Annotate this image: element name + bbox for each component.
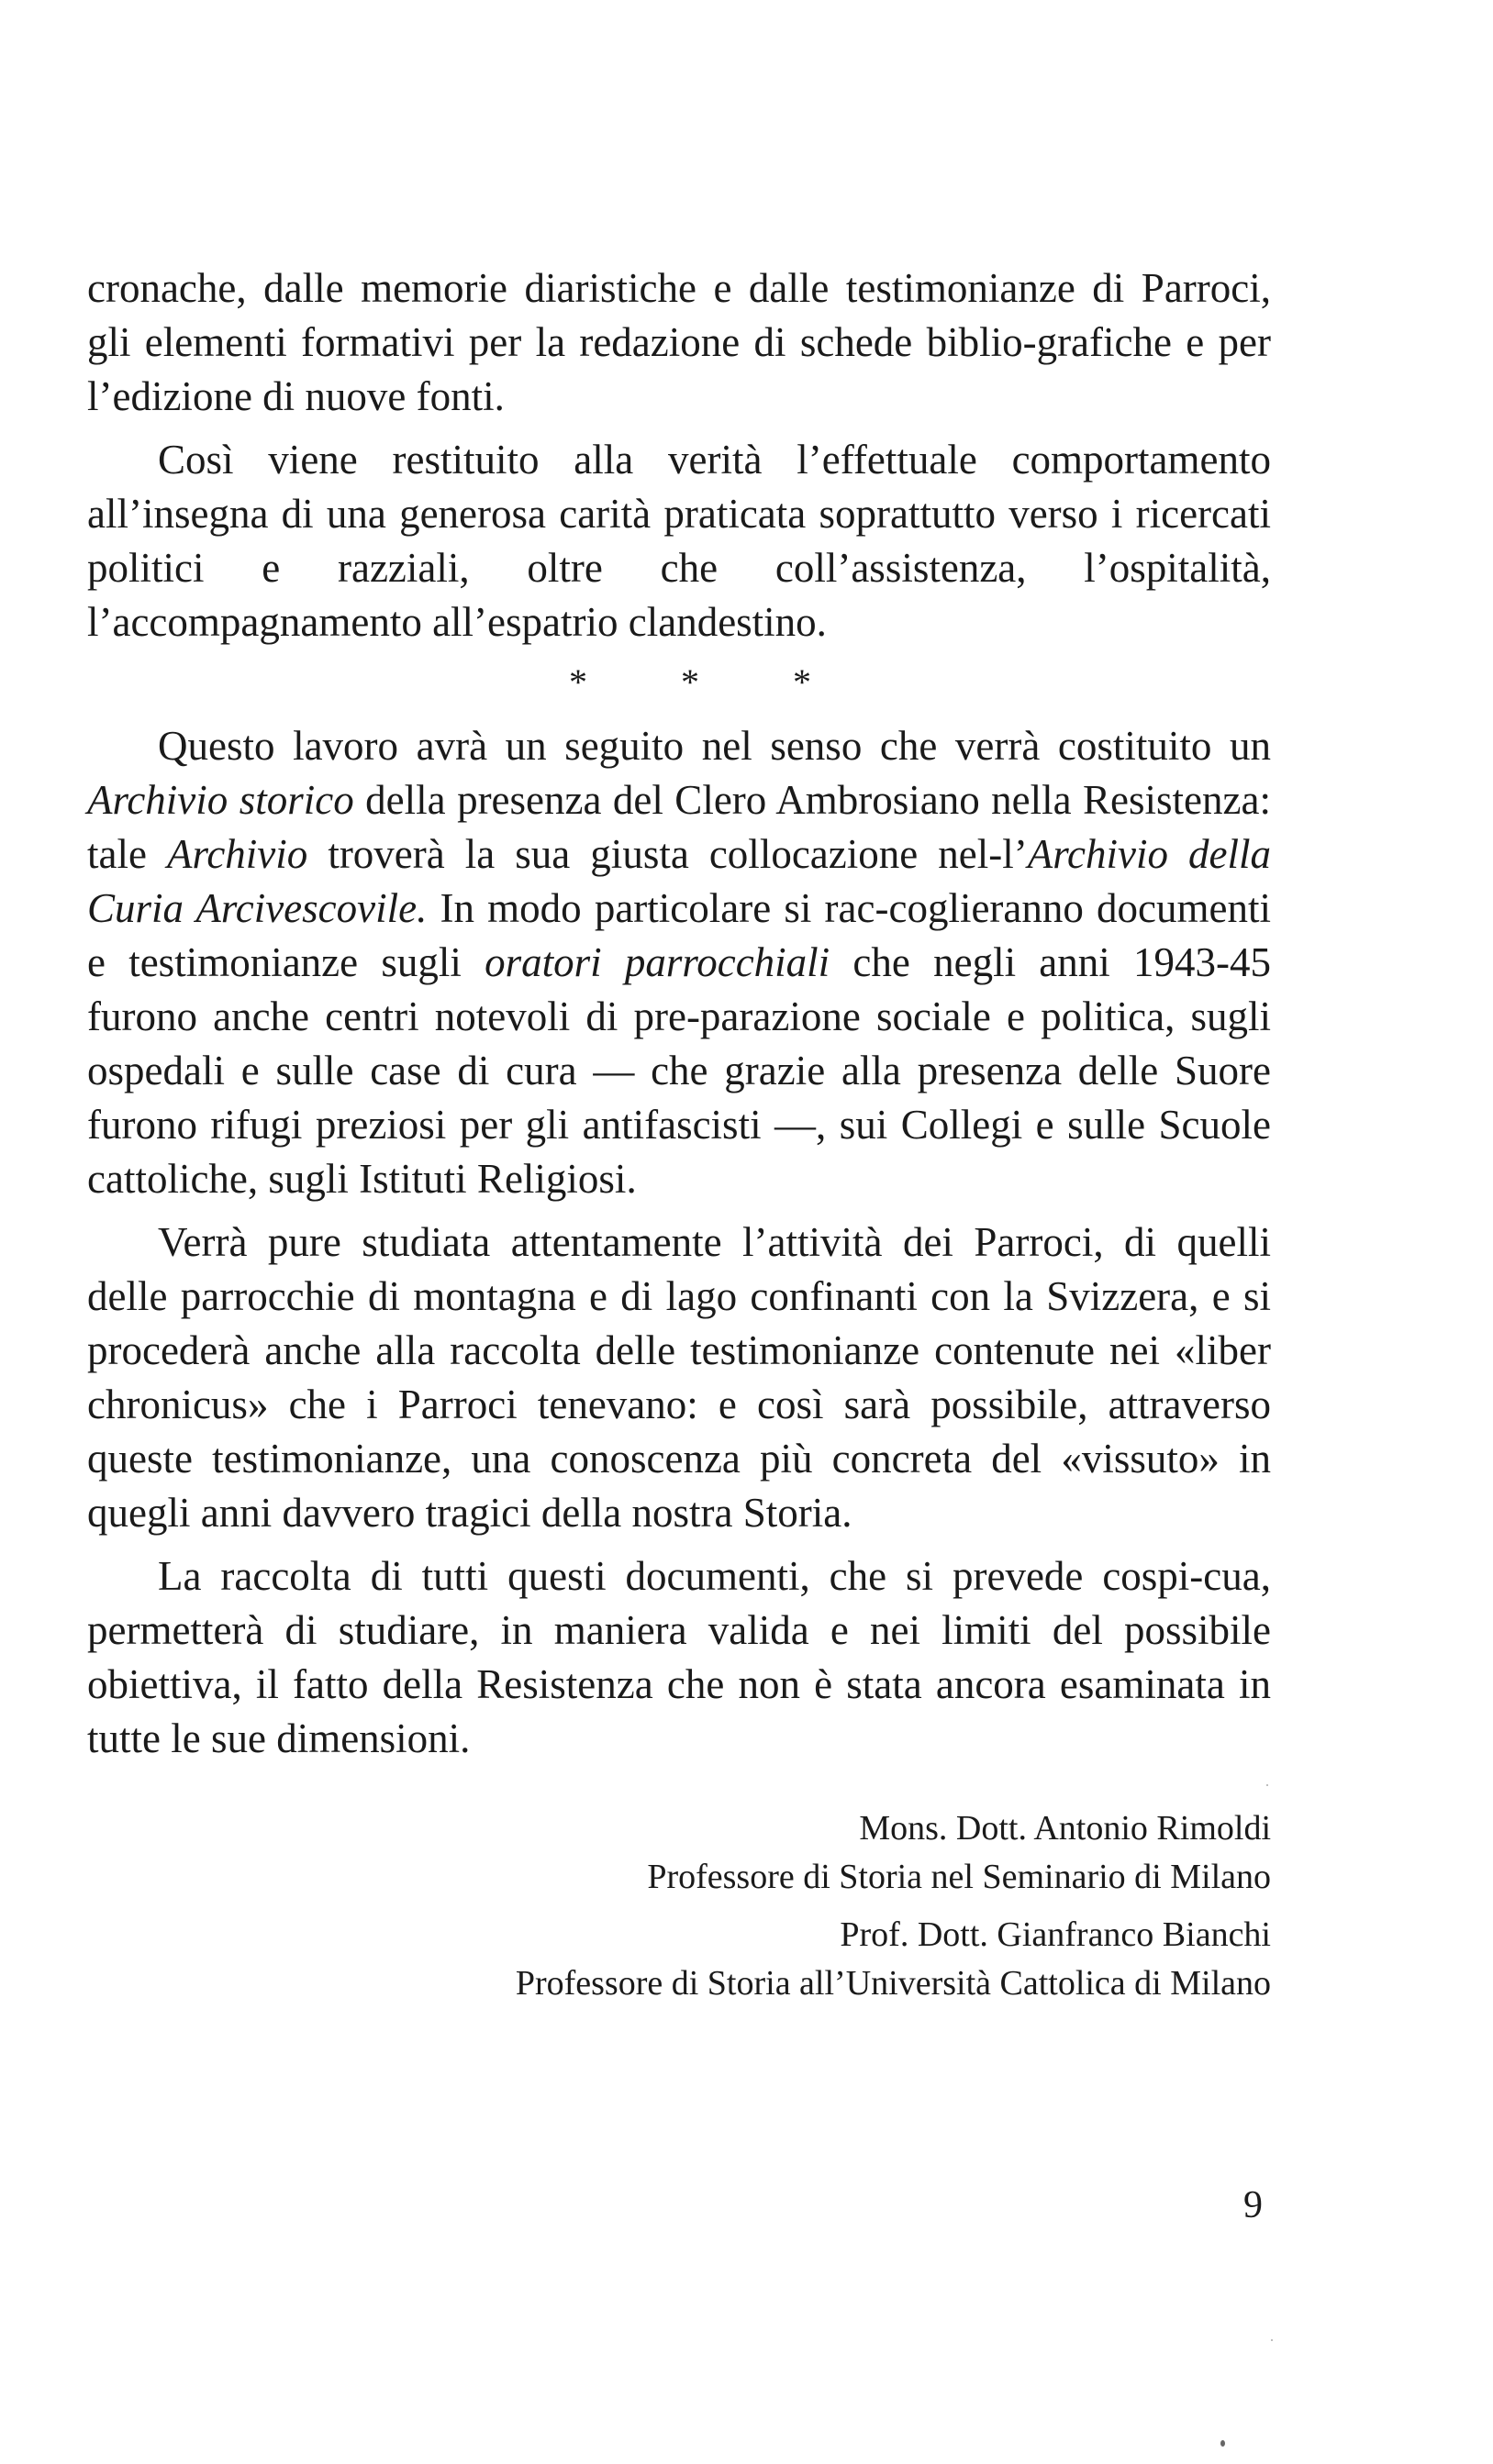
paragraph-3-text-5: che negli anni 1943-45 furono anche centri notevoli di pre-parazione sociale e politica, sugli ospedali e sulle case di cura — che grazie alla presenza delle Suore furono rifugi preziosi per gli antifascisti —, sui Collegi e sulle Scuole cattoliche, sugli Istituti Religiosi. xyxy=(87,939,1271,1202)
paragraph-3-text-4: In modo particolare si rac-coglieranno documenti e testimonianze sugli xyxy=(87,885,1271,985)
paragraph-1: cronache, dalle memorie diaristiche e dalle testimonianze di Parroci, gli elementi formativi per la redazione di schede biblio-grafiche e per l’edizione di nuove fonti. xyxy=(87,265,1271,419)
signature-block-1 xyxy=(87,1804,1271,1902)
signature-block-2 xyxy=(87,1911,1271,2008)
paragraph-3 xyxy=(87,719,1271,1206)
paper-speck xyxy=(1266,1784,1268,1786)
signature-name: Mons. Dott. Antonio Rimoldi xyxy=(859,1809,1271,1848)
signature-role: Professore di Storia nel Seminario di Milano xyxy=(647,1858,1271,1896)
paper-speck xyxy=(1271,2339,1273,2341)
paragraph-3-italic-4: oratori parrocchiali xyxy=(485,939,830,985)
paragraph-4: Verrà pure studiata attentamente l’attività dei Parroci, di quelli delle parrocchie di montagna e di lago confinanti con la Svizzera, e si procederà anche alla raccolta delle testimonianze contenute nei «liber chronicus» che i Parroci tenevano: e così sarà possibile, attraverso queste testimonianze, una conoscenza più concreta del «vissuto» in quegli anni davvero tragici della nostra Storia. xyxy=(87,1219,1271,1536)
document-page xyxy=(87,261,1271,2008)
paragraph-2: Così viene restituito alla verità l’effettuale comportamento all’insegna di una generosa carità praticata soprattutto verso i ricercati politici e razziali, oltre che coll’assistenza, l’ospitalità, l’accompagnamento all’espatrio clandestino. xyxy=(87,437,1271,645)
signature-role: Professore di Storia all’Università Cattolica di Milano xyxy=(515,1964,1271,2003)
paragraph-3-italic-1: Archivio storico xyxy=(87,777,354,823)
page-number: 9 xyxy=(1243,2184,1263,2226)
signature-name: Prof. Dott. Gianfranco Bianchi xyxy=(840,1915,1271,1954)
paragraph-3-text-2: della presenza del Clero Ambrosiano nella Resistenza: tale xyxy=(87,777,1271,877)
paragraph-5: La raccolta di tutti questi documenti, che si prevede cospi-cua, permetterà di studiare, in maniera valida e nei limiti del possibile obiettiva, il fatto della Resistenza che non è stata ancora esaminata in tutte le sue dimensioni. xyxy=(87,1553,1271,1761)
paragraph-3-italic-2: Archivio xyxy=(167,831,308,877)
paragraph-3-text-3: troverà la sua giusta collocazione nel-l’ xyxy=(307,831,1028,877)
paper-speck xyxy=(1220,2440,1225,2447)
paragraph-3-italic-3: Archivio della Curia Arcivescovile. xyxy=(87,831,1271,931)
paragraph-3-text-1: Questo lavoro avrà un seguito nel senso che verrà costituito un xyxy=(158,723,1271,769)
section-separator: * * * xyxy=(569,661,853,703)
